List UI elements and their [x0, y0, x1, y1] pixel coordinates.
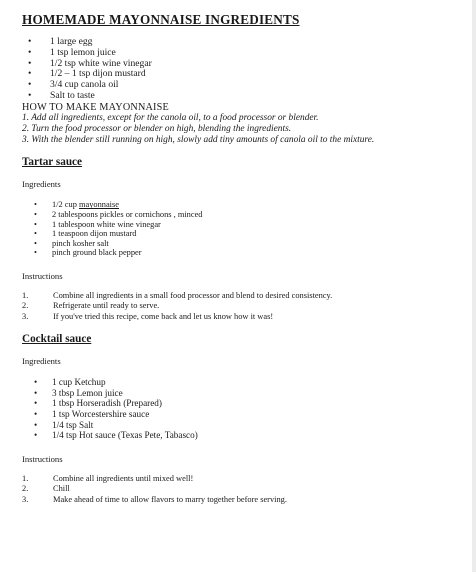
tartar-ingredients-label: Ingredients [22, 179, 61, 190]
mayonnaise-step: 1. Add all ingredients, except for the canola oil, to a food processor or blender. [22, 112, 319, 123]
cocktail-sauce-title: Cocktail sauce [22, 333, 92, 346]
list-item [22, 484, 460, 494]
step-number: 1. [22, 290, 29, 300]
list-item: • 3/4 cup canola oil [50, 80, 460, 91]
list-item: • 2 tablespoons pickles or cornichons , minced [52, 210, 460, 220]
step-text: Refrigerate until ready to serve. [53, 301, 160, 311]
list-item: • 1 teaspoon dijon mustard [52, 229, 460, 239]
list-item: • 1/4 tsp Hot sauce (Texas Pete, Tabasco) [52, 430, 460, 441]
list-item [22, 495, 460, 505]
list-item [22, 474, 460, 484]
list-item: • 1 tbsp Horseradish (Prepared) [52, 398, 460, 409]
step-text: Combine all ingredients in a small food processor and blend to desired consistency. [53, 290, 333, 300]
step-number: 1. [22, 473, 29, 483]
list-item [22, 291, 460, 301]
list-item [52, 200, 460, 210]
list-item: • 1 tablespoon white wine vinegar [52, 220, 460, 230]
tartar-sauce-title: Tartar sauce [22, 156, 82, 169]
list-item: • 3 tbsp Lemon juice [52, 388, 460, 399]
list-item: • pinch kosher salt [52, 239, 460, 249]
list-item: • 1 large egg [50, 37, 460, 48]
mayonnaise-step: 3. With the blender still running on high, slowly add tiny amounts of canola oil to the mixture. [22, 135, 375, 146]
step-text: If you've tried this recipe, come back and let us know how it was! [53, 311, 274, 321]
list-item [22, 312, 460, 322]
step-text: Make ahead of time to allow flavors to marry together before serving. [53, 494, 287, 504]
cocktail-ingredients-label: Ingredients [22, 356, 61, 367]
list-item: • pinch ground black pepper [52, 248, 460, 258]
tartar-ingredient-list [20, 200, 460, 258]
step-number: 3. [22, 311, 29, 321]
list-item [22, 301, 460, 311]
howto-heading: HOW TO MAKE MAYONNAISE [22, 101, 169, 113]
list-item: • 1 tsp Worcestershire sauce [52, 409, 460, 420]
cocktail-ingredient-list [20, 377, 460, 441]
step-text: Chill [53, 484, 70, 494]
step-number: 2. [22, 301, 29, 311]
list-item: • 1/2 – 1 tsp dijon mustard [50, 69, 460, 80]
tartar-instruction-list [20, 291, 460, 322]
list-item: • 1 cup Ketchup [52, 377, 460, 388]
mayonnaise-title: HOMEMADE MAYONNAISE INGREDIENTS [22, 12, 300, 27]
step-number: 3. [22, 494, 29, 504]
step-number: 2. [22, 484, 29, 494]
cocktail-instructions-label: Instructions [22, 453, 63, 464]
list-item: • 1/2 tsp white wine vinegar [50, 59, 460, 70]
mayonnaise-step: 2. Turn the food processor or blender on high, blending the ingredients. [22, 123, 292, 134]
ingredient-text: 1/2 cup [52, 200, 79, 210]
mayonnaise-ingredient-list [20, 37, 460, 102]
list-item: • 1/4 tsp Salt [52, 420, 460, 431]
list-item: • 1 tsp lemon juice [50, 48, 460, 59]
step-text: Combine all ingredients until mixed well! [53, 473, 194, 483]
scrollbar-track[interactable] [472, 0, 476, 572]
mayonnaise-link-text: mayonnaise [78, 200, 119, 210]
cocktail-instruction-list [20, 474, 460, 505]
document-page [20, 12, 460, 505]
tartar-instructions-label: Instructions [22, 270, 63, 281]
list-item: • Salt to taste [50, 91, 460, 102]
